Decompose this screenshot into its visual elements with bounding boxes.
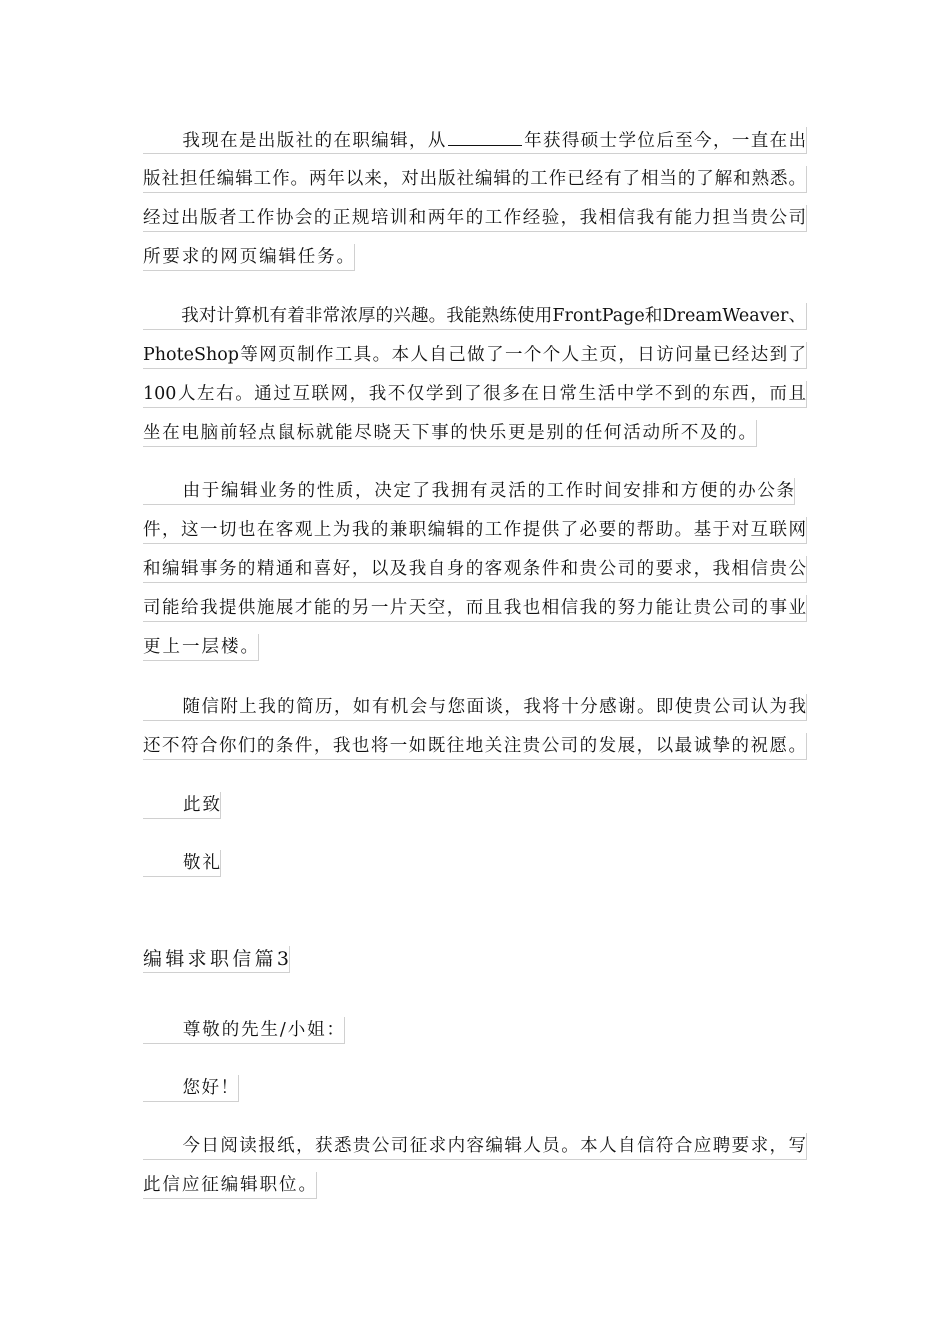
paragraph-line	[143, 946, 807, 985]
text-segment: 件，这一切也在客观上为我的兼职编辑的工作提供了必要的帮助。基于对互联网	[143, 517, 807, 544]
paragraph-line	[143, 634, 807, 673]
closing-text: 敬礼	[181, 853, 220, 873]
paragraph-line	[143, 205, 807, 244]
paragraph-2	[143, 303, 807, 459]
paragraph-line	[143, 850, 807, 889]
section-heading	[143, 946, 807, 985]
text-segment: 今日阅读报纸，获悉贵公司征求内容编辑人员。本人自信符合应聘要求，写	[181, 1136, 806, 1156]
paragraph-line	[143, 556, 807, 595]
closing-2	[143, 850, 807, 889]
paragraph-line	[143, 127, 807, 166]
paragraph-line	[143, 420, 807, 459]
paragraph-line	[143, 244, 807, 283]
paragraph-line	[143, 166, 807, 205]
text-segment: 更上一层楼。	[143, 634, 259, 661]
text-segment: 经过出版者工作协会的正规培训和两年的工作经验，我相信我有能力担当贵公司	[143, 205, 807, 232]
heading-text: 编辑求职信篇3	[143, 946, 290, 973]
closing-text: 此致	[181, 795, 220, 815]
paragraph-line	[143, 1075, 807, 1114]
paragraph-line	[143, 517, 807, 556]
text-segment: 司能给我提供施展才能的另一片天空，而且我也相信我的努力能让贵公司的事业	[143, 595, 807, 622]
paragraph-line	[143, 478, 807, 517]
paragraph-1	[143, 127, 807, 283]
text-segment: 此信应征编辑职位。	[143, 1172, 317, 1199]
greeting-text: 您好！	[181, 1078, 238, 1098]
date-blank	[448, 127, 522, 146]
paragraph-line	[143, 792, 807, 831]
paragraph-5	[143, 1133, 807, 1211]
paragraph-line	[143, 733, 807, 772]
text-segment: 随信附上我的简历，如有机会与您面谈，我将十分感谢。即使贵公司认为我	[181, 697, 806, 717]
paragraph-line	[143, 1017, 807, 1056]
text-segment: 和编辑事务的精通和喜好，以及我自身的客观条件和贵公司的要求，我相信贵公	[143, 556, 807, 583]
closing-1	[143, 792, 807, 831]
text-segment: 年获得硕士学位后至今，一直在出	[522, 131, 806, 151]
salutation-text: 尊敬的先生/小姐：	[181, 1020, 344, 1040]
salutation	[143, 1017, 807, 1056]
paragraph-line	[143, 342, 807, 381]
paragraph-line	[143, 595, 807, 634]
text-segment: 由于编辑业务的性质，决定了我拥有灵活的工作时间安排和方便的办公条	[181, 481, 794, 501]
text-segment: 还不符合你们的条件，我也将一如既往地关注贵公司的发展，以最诚挚的祝愿。	[143, 733, 807, 760]
paragraph-3	[143, 478, 807, 673]
paragraph-line	[143, 381, 807, 420]
text-segment: 版社担任编辑工作。两年以来，对出版社编辑的工作已经有了相当的了解和熟悉。	[143, 166, 807, 193]
text-segment: 我对计算机有着非常浓厚的兴趣。我能熟练使用FrontPage和DreamWeaver、	[181, 306, 806, 326]
paragraph-line	[143, 1172, 807, 1211]
text-segment: 我现在是出版社的在职编辑，从	[181, 131, 447, 151]
text-segment: 100人左右。通过互联网，我不仅学到了很多在日常生活中学不到的东西，而且	[143, 381, 807, 408]
text-segment: 所要求的网页编辑任务。	[143, 244, 355, 271]
paragraph-line	[143, 1133, 807, 1172]
paragraph-line	[143, 694, 807, 733]
paragraph-4	[143, 694, 807, 772]
text-segment: 坐在电脑前轻点鼠标就能尽晓天下事的快乐更是别的任何活动所不及的。	[143, 420, 757, 447]
paragraph-line	[143, 303, 807, 342]
text-segment: PhoteShop等网页制作工具。本人自己做了一个个人主页，日访问量已经达到了	[143, 342, 807, 369]
greeting	[143, 1075, 807, 1114]
